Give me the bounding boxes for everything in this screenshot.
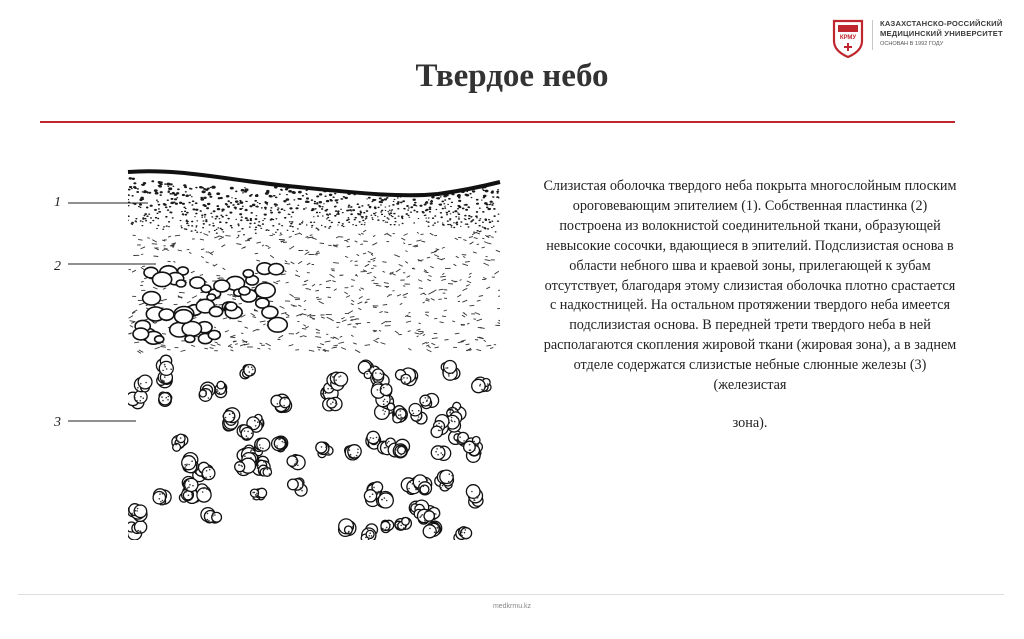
university-name bbox=[880, 19, 1003, 49]
slide-title: Твердое небо bbox=[415, 58, 609, 94]
title-underline bbox=[40, 121, 955, 123]
keratin-layer bbox=[128, 171, 500, 195]
footer-divider bbox=[18, 594, 1004, 595]
svg-text:КРМУ: КРМУ bbox=[839, 35, 857, 41]
description-text bbox=[540, 177, 960, 434]
university-name-line1: КАЗАХСТАНСКО-РОССИЙСКИЙ bbox=[880, 19, 1003, 28]
logo-separator bbox=[872, 20, 873, 50]
label-glandular-zone: 3 bbox=[54, 415, 61, 430]
description-paragraph-end: зона). bbox=[732, 414, 768, 431]
description-paragraph: Слизистая оболочка твердого неба покрыта многослойным плоским ороговевающим эпителием (1). Собственная пластинка (2) построена из волокнистой соединительной ткани, образующей невысокие сосочки, вдающиеся в эпителий. Подслизистая основа в области небного шва и краевой зоны, прилегающей к зубам отсутствует, благодаря этому слизистая оболочка плотно срастается с надкостницей. На остальном протяжении твердого неба имеется подслизистая основа. В передней трети твердого неба в ней располагаются скопления жировой ткани (жировая зона), а в заднем отделе содержатся слизистые небные слюнные железы (3) (железистая bbox=[543, 178, 957, 394]
university-name-line2: МЕДИЦИНСКИЙ УНИВЕРСИТЕТ bbox=[880, 29, 1003, 38]
label-epithelium: 1 bbox=[54, 195, 61, 210]
university-logo bbox=[828, 18, 868, 58]
histology-illustration bbox=[48, 160, 508, 540]
label-lamina-propria: 2 bbox=[54, 259, 61, 274]
tissue-section bbox=[126, 176, 503, 540]
university-founded: ОСНОВАН В 1992 ГОДУ bbox=[880, 41, 944, 47]
footer-site: medkrmu.kz bbox=[492, 603, 532, 610]
